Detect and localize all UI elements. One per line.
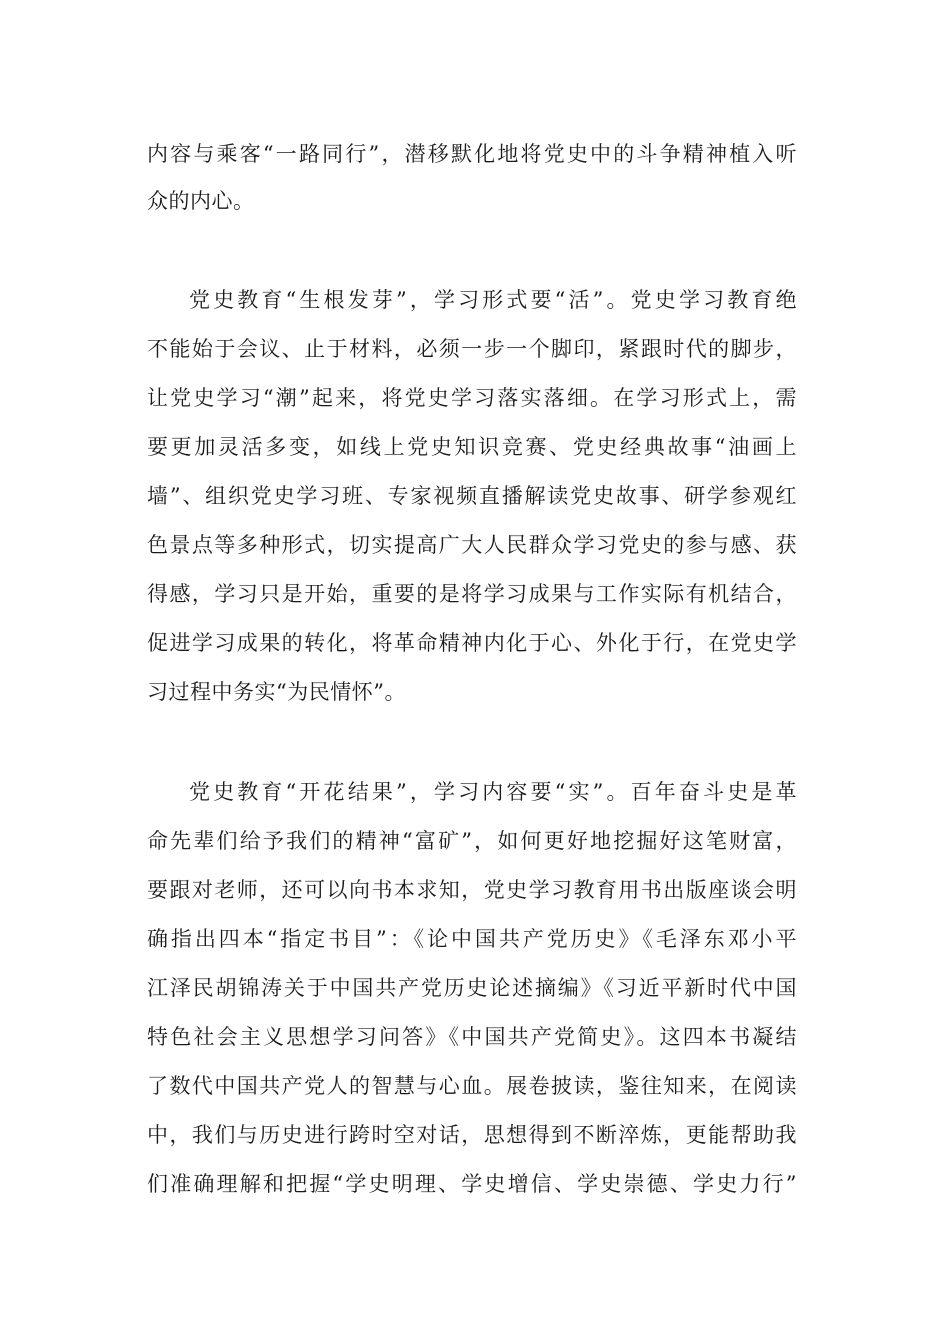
paragraph-2-line-5: 墙”、组织党史学习班、专家视频直播解读党史故事、研学参观红: [147, 484, 797, 508]
paragraph-3-line-8: 中，我们与历史进行跨时空对话，思想得到不断淬炼，更能帮助我: [147, 1123, 797, 1147]
paragraph-1-line-2: 众的内心。: [147, 189, 255, 213]
paragraph-3-line-6: 特色社会主义思想学习问答》《中国共产党简史》。这四本书凝结: [147, 1025, 797, 1049]
paragraph-3-line-9: 们准确理解和把握“学史明理、学史增信、学史崇德、学史力行”: [147, 1172, 797, 1196]
paragraph-3-line-5: 江泽民胡锦涛关于中国共产党历史论述摘编》《习近平新时代中国: [147, 976, 797, 1000]
paragraph-2-line-7: 得感，学习只是开始，重要的是将学习成果与工作实际有机结合，: [147, 582, 797, 606]
paragraph-2-line-2: 不能始于会议、止于材料，必须一步一个脚印，紧跟时代的脚步，: [147, 337, 797, 361]
paragraph-2-line-3: 让党史学习“潮”起来，将党史学习落实落细。在学习形式上，需: [147, 386, 797, 410]
paragraph-2-line-9: 习过程中务实“为民情怀”。: [147, 680, 406, 704]
paragraph-3-line-3: 要跟对老师，还可以向书本求知，党史学习教育用书出版座谈会明: [147, 878, 797, 902]
paragraph-3-line-4: 确指出四本“指定书目”：《论中国共产党历史》《毛泽东邓小平: [147, 927, 797, 951]
paragraph-1-line-1: 内容与乘客“一路同行”，潜移默化地将党史中的斗争精神植入听: [147, 142, 797, 166]
paragraph-3-line-2: 命先辈们给予我们的精神“富矿”，如何更好地挖掘好这笔财富，: [147, 829, 797, 853]
paragraph-2-line-8: 促进学习成果的转化，将革命精神内化于心、外化于行，在党史学: [147, 631, 797, 655]
paragraph-2-line-6: 色景点等多种形式，切实提高广大人民群众学习党史的参与感、获: [147, 533, 797, 557]
paragraph-2-line-4: 要更加灵活多变，如线上党史知识竞赛、党史经典故事“油画上: [147, 435, 797, 459]
paragraph-3-line-1: 党史教育“开花结果”，学习内容要“实”。百年奋斗史是革: [189, 780, 797, 804]
paragraph-2-line-1: 党史教育“生根发芽”，学习形式要“活”。党史学习教育绝: [189, 288, 797, 312]
paragraph-3-line-7: 了数代中国共产党人的智慧与心血。展卷披读，鉴往知来，在阅读: [147, 1074, 797, 1098]
